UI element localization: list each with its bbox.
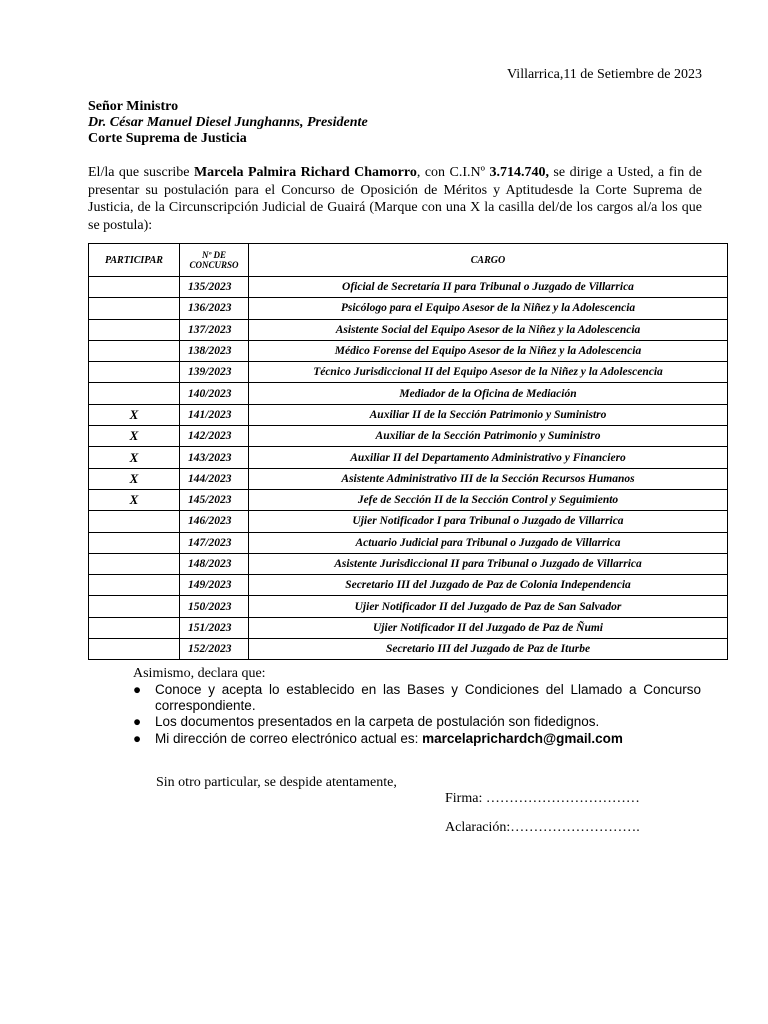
- table-body: [89, 277, 728, 660]
- recipient-title: Señor Ministro: [88, 99, 179, 114]
- closing-text: Sin otro particular, se despide atentamente,: [156, 775, 397, 790]
- table-row: [89, 362, 728, 383]
- cargo-title: Mediador de la Oficina de Mediación: [249, 383, 728, 404]
- concurso-number: 150/2023: [180, 596, 249, 617]
- table-row: [89, 447, 728, 468]
- participar-checkbox-cell[interactable]: [89, 298, 180, 319]
- cargo-title: Actuario Judicial para Tribunal o Juzgado de Villarrica: [249, 532, 728, 553]
- recipient-institution: Corte Suprema de Justicia: [88, 131, 247, 146]
- concurso-number: 149/2023: [180, 575, 249, 596]
- declaration-item-3-text: Mi dirección de correo electrónico actual es:: [155, 730, 423, 746]
- participar-checkbox-cell[interactable]: [89, 639, 180, 660]
- bullet-icon: ●: [133, 730, 142, 746]
- table-row: [89, 532, 728, 553]
- cargo-title: Ujier Notificador II del Juzgado de Paz de San Salvador: [249, 596, 728, 617]
- participar-checkbox-cell[interactable]: X: [89, 447, 180, 468]
- participar-checkbox-cell[interactable]: X: [89, 426, 180, 447]
- declaration-item: [133, 714, 701, 730]
- participar-checkbox-cell[interactable]: [89, 362, 180, 383]
- declaration-item: [133, 731, 701, 747]
- table-row: [89, 319, 728, 340]
- concurso-number: 147/2023: [180, 532, 249, 553]
- intro-part2: , con C.I.Nº: [416, 165, 490, 180]
- cargo-title: Asistente Jurisdiccional II para Tribunal o Juzgado de Villarrica: [249, 553, 728, 574]
- concurso-number: 139/2023: [180, 362, 249, 383]
- bullet-icon: ●: [133, 682, 142, 697]
- concurso-number: 151/2023: [180, 617, 249, 638]
- cargo-title: Médico Forense del Equipo Asesor de la Niñez y la Adolescencia: [249, 340, 728, 361]
- concurso-number: 144/2023: [180, 468, 249, 489]
- cargo-title: Ujier Notificador I para Tribunal o Juzgado de Villarrica: [249, 511, 728, 532]
- email-address: marcelaprichardch@gmail.com: [422, 730, 623, 746]
- cargo-title: Oficial de Secretaría II para Tribunal o Juzgado de Villarrica: [249, 277, 728, 298]
- concurso-number: 145/2023: [180, 489, 249, 510]
- declaration-item-1-text: Conoce y acepta lo establecido en las Bases y Condiciones del Llamado a Concurso correspondiente.: [155, 682, 701, 713]
- recipient-block: [88, 99, 368, 147]
- cargo-title: Auxiliar II del Departamento Administrativo y Financiero: [249, 447, 728, 468]
- participar-checkbox-cell[interactable]: [89, 340, 180, 361]
- table-row: [89, 298, 728, 319]
- bullet-icon: ●: [133, 714, 142, 729]
- declaration-intro: Asimismo, declara que:: [133, 666, 266, 681]
- header-participar: PARTICIPAR: [89, 244, 180, 277]
- table-row: [89, 511, 728, 532]
- concurso-number: 135/2023: [180, 277, 249, 298]
- table-row: [89, 575, 728, 596]
- concurso-number: 146/2023: [180, 511, 249, 532]
- participar-checkbox-cell[interactable]: [89, 596, 180, 617]
- concurso-number: 136/2023: [180, 298, 249, 319]
- participar-checkbox-cell[interactable]: [89, 553, 180, 574]
- concurso-number: 143/2023: [180, 447, 249, 468]
- recipient-name: Dr. César Manuel Diesel Junghanns, Presidente: [88, 115, 368, 130]
- cargo-title: Psicólogo para el Equipo Asesor de la Niñez y la Adolescencia: [249, 298, 728, 319]
- participar-checkbox-cell[interactable]: [89, 277, 180, 298]
- intro-part1: El/la que suscribe: [88, 165, 194, 180]
- concurso-number: 140/2023: [180, 383, 249, 404]
- cargo-title: Secretario III del Juzgado de Paz de Colonia Independencia: [249, 575, 728, 596]
- table-row: [89, 404, 728, 425]
- header-numero: Nº DE CONCURSO: [180, 244, 249, 277]
- cargo-title: Asistente Administrativo III de la Sección Recursos Humanos: [249, 468, 728, 489]
- participar-checkbox-cell[interactable]: [89, 575, 180, 596]
- participar-checkbox-cell[interactable]: X: [89, 404, 180, 425]
- table-row: [89, 468, 728, 489]
- declaration-item: [133, 682, 701, 713]
- clarification-line: Aclaración:……………………….: [445, 820, 640, 835]
- concurso-number: 137/2023: [180, 319, 249, 340]
- intro-part3: se dirige a Usted, a fin de presentar su postulación para el Concurso de Oposición de Méritos y Aptitudesde la Corte Suprema de Justicia, de la Circunscripción Judicial de Guairá (Marque con una X la casilla del/de los cargos al/a los que se postula):: [88, 165, 702, 233]
- table-row: [89, 340, 728, 361]
- cargo-title: Auxiliar de la Sección Patrimonio y Suministro: [249, 426, 728, 447]
- cargo-title: Secretario III del Juzgado de Paz de Iturbe: [249, 639, 728, 660]
- table-row: [89, 617, 728, 638]
- participar-checkbox-cell[interactable]: [89, 383, 180, 404]
- cargo-title: Técnico Jurisdiccional II del Equipo Asesor de la Niñez y la Adolescencia: [249, 362, 728, 383]
- participar-checkbox-cell[interactable]: [89, 617, 180, 638]
- table-header-row: [89, 244, 728, 277]
- signature-line: Firma: ……………………………: [445, 791, 640, 806]
- letter-date: Villarrica,11 de Setiembre de 2023: [507, 67, 702, 82]
- intro-paragraph: [88, 164, 702, 234]
- participar-checkbox-cell[interactable]: [89, 319, 180, 340]
- concurso-number: 152/2023: [180, 639, 249, 660]
- table-row: [89, 277, 728, 298]
- cargo-title: Auxiliar II de la Sección Patrimonio y Suministro: [249, 404, 728, 425]
- table-row: [89, 596, 728, 617]
- concurso-number: 148/2023: [180, 553, 249, 574]
- applicant-ci: 3.714.740,: [489, 165, 549, 180]
- table-row: [89, 639, 728, 660]
- declaration-list: [133, 682, 701, 747]
- applicant-name: Marcela Palmira Richard Chamorro: [193, 165, 417, 180]
- concurso-number: 138/2023: [180, 340, 249, 361]
- table-row: [89, 383, 728, 404]
- concursos-table: [88, 243, 728, 660]
- participar-checkbox-cell[interactable]: X: [89, 468, 180, 489]
- declaration-item-2-text: Los documentos presentados en la carpeta de postulación son fidedignos.: [155, 714, 600, 729]
- participar-checkbox-cell[interactable]: X: [89, 489, 180, 510]
- table-row: [89, 426, 728, 447]
- participar-checkbox-cell[interactable]: [89, 532, 180, 553]
- cargo-title: Asistente Social del Equipo Asesor de la Niñez y la Adolescencia: [249, 319, 728, 340]
- participar-checkbox-cell[interactable]: [89, 511, 180, 532]
- cargo-title: Jefe de Sección II de la Sección Control y Seguimiento: [249, 489, 728, 510]
- table-row: [89, 553, 728, 574]
- header-cargo: CARGO: [249, 244, 728, 277]
- cargo-title: Ujier Notificador II del Juzgado de Paz de Ñumi: [249, 617, 728, 638]
- concurso-number: 142/2023: [180, 426, 249, 447]
- concurso-number: 141/2023: [180, 404, 249, 425]
- table-row: [89, 489, 728, 510]
